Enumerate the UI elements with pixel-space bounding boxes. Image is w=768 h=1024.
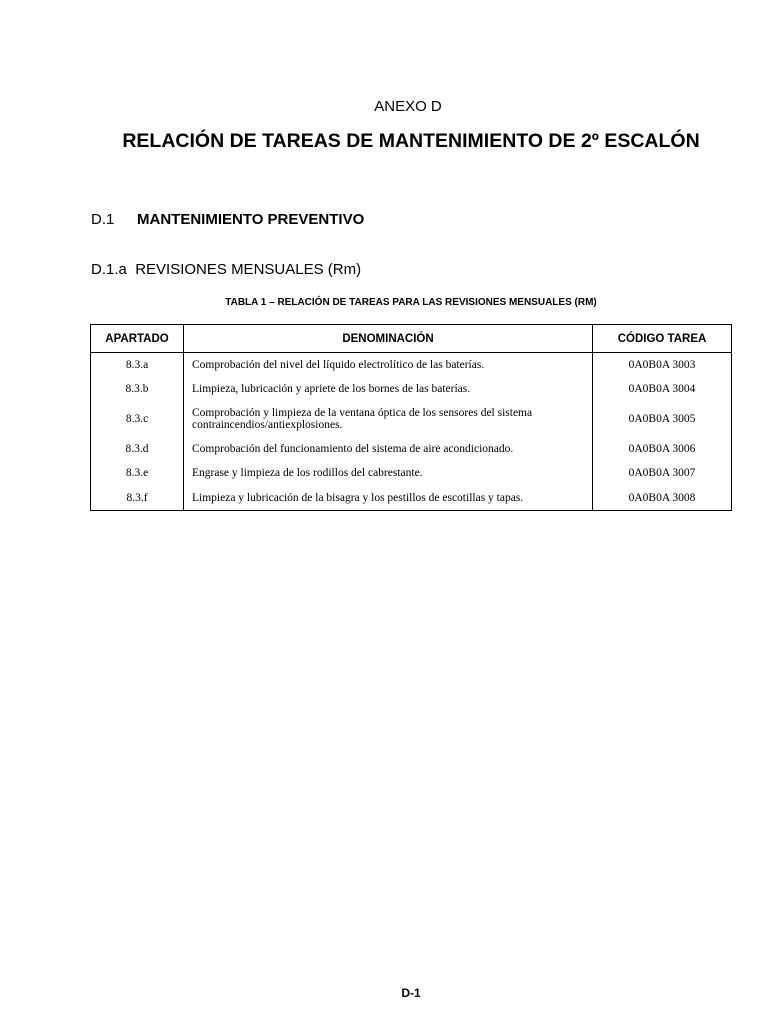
section-title: MANTENIMIENTO PREVENTIVO [137, 211, 365, 228]
page-number: D-1 [401, 986, 421, 1000]
table-row [91, 461, 732, 485]
table-row [91, 485, 732, 511]
subsection-heading [91, 261, 361, 278]
document-title: RELACIÓN DE TAREAS DE MANTENIMIENTO DE 2º ESCALÓN [122, 130, 700, 152]
table-row [91, 353, 732, 378]
subsection-number: D.1.a [91, 261, 127, 278]
cell-denominacion: Limpieza y lubricación de la bisagra y los pestillos de escotillas y tapas. [184, 485, 593, 511]
cell-codigo-tarea: 0A0B0A 3008 [593, 485, 732, 511]
table-row [91, 437, 732, 461]
cell-apartado: 8.3.e [91, 461, 184, 485]
table-header-row [91, 325, 732, 353]
cell-denominacion: Engrase y limpieza de los rodillos del cabrestante. [184, 461, 593, 485]
cell-apartado: 8.3.c [91, 401, 184, 437]
cell-denominacion: Limpieza, lubricación y apriete de los bornes de las baterías. [184, 377, 593, 401]
cell-apartado: 8.3.a [91, 353, 184, 378]
header-codigo-tarea: CÓDIGO TAREA [593, 325, 732, 353]
cell-apartado: 8.3.d [91, 437, 184, 461]
cell-apartado: 8.3.b [91, 377, 184, 401]
section-heading [91, 211, 364, 228]
cell-denominacion: Comprobación del nivel del líquido electrolítico de las baterías. [184, 353, 593, 378]
annex-label: ANEXO D [374, 98, 442, 115]
cell-denominacion: Comprobación del funcionamiento del sistema de aire acondicionado. [184, 437, 593, 461]
table-row [91, 377, 732, 401]
cell-codigo-tarea: 0A0B0A 3004 [593, 377, 732, 401]
table-row [91, 401, 732, 437]
cell-denominacion: Comprobación y limpieza de la ventana óptica de los sensores del sistema contraincendios/antiexplosiones. [184, 401, 593, 437]
tasks-table [90, 324, 732, 511]
subsection-title: REVISIONES MENSUALES (Rm) [135, 261, 362, 278]
cell-codigo-tarea: 0A0B0A 3005 [593, 401, 732, 437]
cell-codigo-tarea: 0A0B0A 3006 [593, 437, 732, 461]
table-caption: TABLA 1 – RELACIÓN DE TAREAS PARA LAS REVISIONES MENSUALES (RM) [225, 297, 597, 308]
cell-codigo-tarea: 0A0B0A 3003 [593, 353, 732, 378]
cell-apartado: 8.3.f [91, 485, 184, 511]
cell-codigo-tarea: 0A0B0A 3007 [593, 461, 732, 485]
header-apartado: APARTADO [91, 325, 184, 353]
header-denominacion: DENOMINACIÓN [184, 325, 593, 353]
section-number: D.1 [91, 211, 115, 228]
